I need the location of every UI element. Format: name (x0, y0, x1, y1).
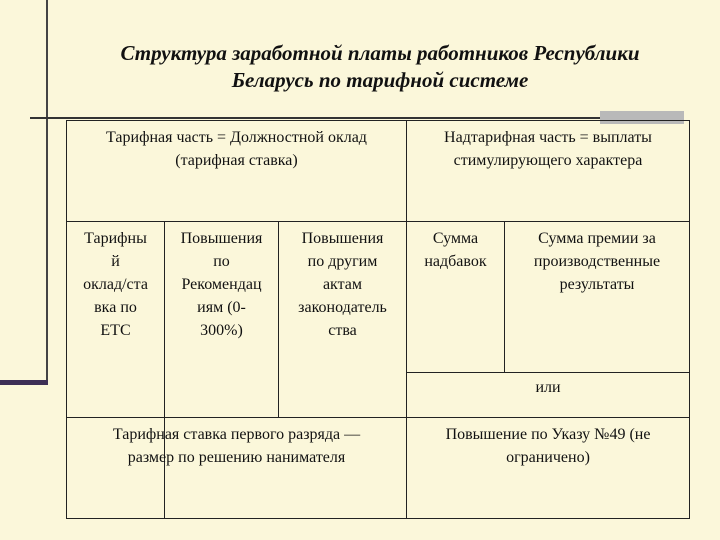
decorative-horizontal-line (30, 117, 684, 119)
slide-title-line-2: Беларусь по тарифной системе (231, 68, 529, 92)
decorative-vertical-line (46, 0, 48, 380)
bottom-right-label: Повышение по Указу №49 (не ограничено) (445, 426, 651, 466)
bottom-left-label: Тарифная ставка первого разряда — размер по решению нанимателя (112, 426, 361, 466)
bonus-label: Сумма премии за производственные результаты (533, 230, 661, 293)
or-label: или (535, 379, 561, 396)
slide-title (60, 40, 700, 94)
tariff-rate-label: Тарифны й оклад/ста вка по ЕТС (83, 230, 148, 339)
over-tariff-part-label: Надтарифная часть = выплаты стимулирующего характера (444, 129, 652, 169)
recommendation-increase-label: Повышения по Рекомендац иям (0- 300%) (180, 230, 263, 339)
tariff-part-label: Тарифная часть = Должностной оклад (тарифная ставка) (106, 129, 367, 169)
slide-title-line-1: Структура заработной платы работников Республики (120, 41, 640, 65)
other-acts-increase-label: Повышения по другим актам законодатель ства (298, 230, 387, 339)
allowances-label: Сумма надбавок (424, 230, 487, 270)
decorative-side-bar (0, 380, 48, 385)
